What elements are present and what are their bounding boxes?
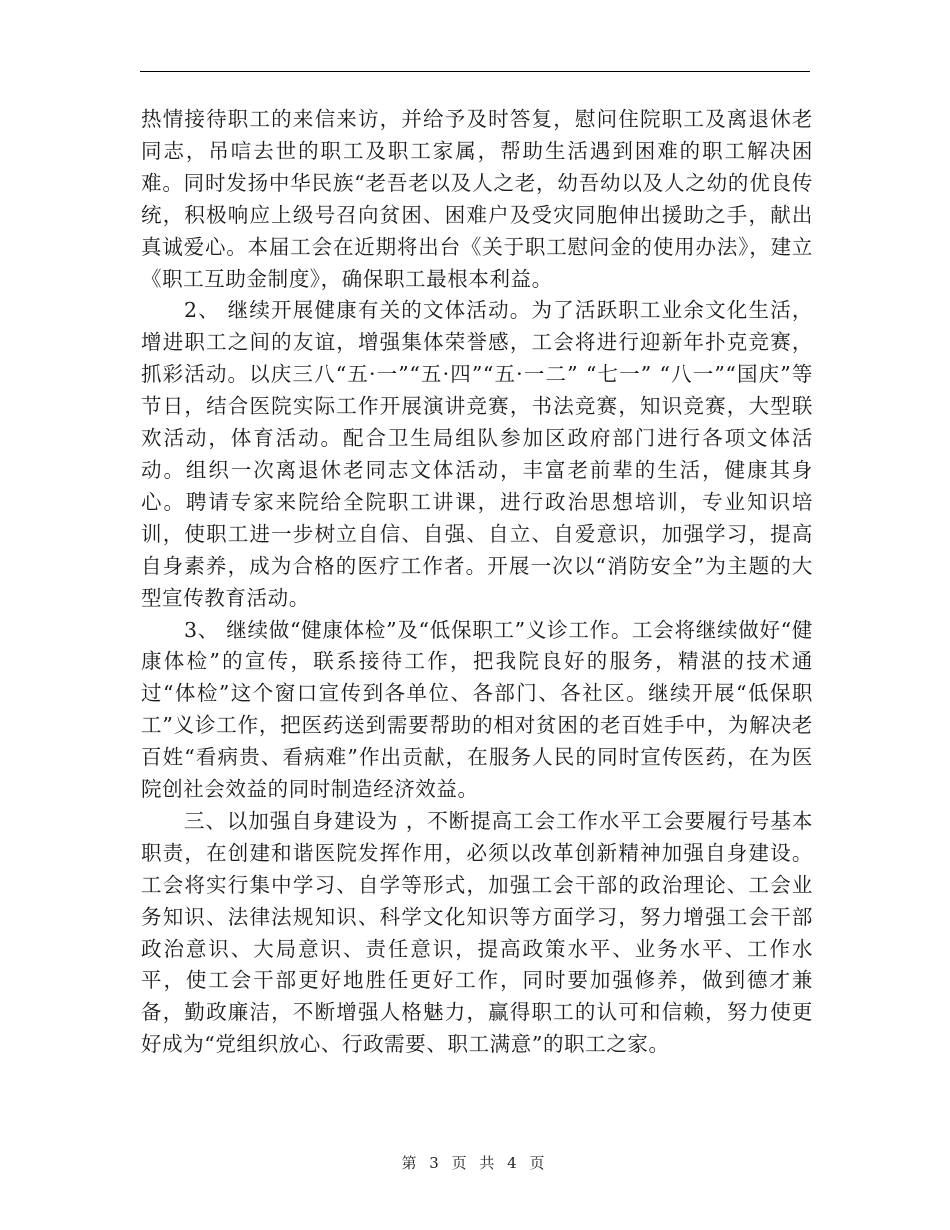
paragraph-section-3-self-building: 三、以加强自身建设为 ，不断提高工会工作水平工会要履行号基本职责，在创建和谐医院发挥作用，必须以改革创新精神加强自身建设。工会将实行集中学习、自学等形式，加强工会干部的政治理论、工会业务知识、法律法规知识、科学文化知识等方面学习，努力增强工会干部政治意识、大局意识、责任意识，提高政策水平、业务水平、工作水平，使工会干部更好地胜任更好工作，同时要加强修养，做到德才兼备，勤政廉洁，不断增强人格魅力，赢得职工的认可和信赖，努力使更好成为“党组织放心、行政需要、职工满意”的职工之家。	[141, 808, 813, 1057]
paragraph-item-3-health-checkup: 3、 继续做“健康体检”及“低保职工”义诊工作。工会将继续做好“健康体检”的宣传，联系接待工作，把我院良好的服务，精湛的技术通过“体检”这个窗口宣传到各单位、各部门、各社区。继续开展“低保职工”义诊工作，把医药送到需要帮助的相对贫困的老百姓手中，为解决老百姓“看病贵、看病难”作出贡献，在服务人民的同时宣传医药，在为医院创社会效益的同时制造经济效益。	[141, 617, 813, 802]
header-rule	[140, 71, 810, 72]
paragraph-item-2-cultural-activities: 2、 继续开展健康有关的文体活动。为了活跃职工业余文化生活，增进职工之间的友谊，增强集体荣誉感，工会将进行迎新年扑克竞赛，抓彩活动。以庆三八“五·一”“五·四”“五·一二” “七一” “八一”“国庆”等节日，结合医院实际工作开展演讲竞赛，书法竞赛，知识竞赛，大型联欢活动，体育活动。配合卫生局组队参加区政府部门进行各项文体活动。组织一次离退休老同志文体活动，丰富老前辈的生活，健康其身心。聘请专家来院给全院职工讲课，进行政治思想培训，专业知识培训，使职工进一步树立自信、自强、自立、自爱意识，加强学习，提高自身素养，成为合格的医疗工作者。开展一次以“消防安全”为主题的大型宣传教育活动。	[141, 298, 813, 610]
document-body	[141, 104, 813, 1061]
paragraph-continuation: 热情接待职工的来信来访，并给予及时答复，慰问住院职工及离退休老同志，吊唁去世的职工及职工家属，帮助生活遇到困难的职工解决困难。同时发扬中华民族“老吾老以及人之老，幼吾幼以及人之幼的优良传统，积极响应上级号召向贫困、困难户及受灾同胞伸出援助之手，献出真诚爱心。本届工会在近期将出台《关于职工慰问金的使用办法》，建立《职工互助金制度》，确保职工最根本利益。	[141, 107, 813, 291]
page-number-footer: 第 3 页 共 4 页	[401, 1154, 549, 1172]
